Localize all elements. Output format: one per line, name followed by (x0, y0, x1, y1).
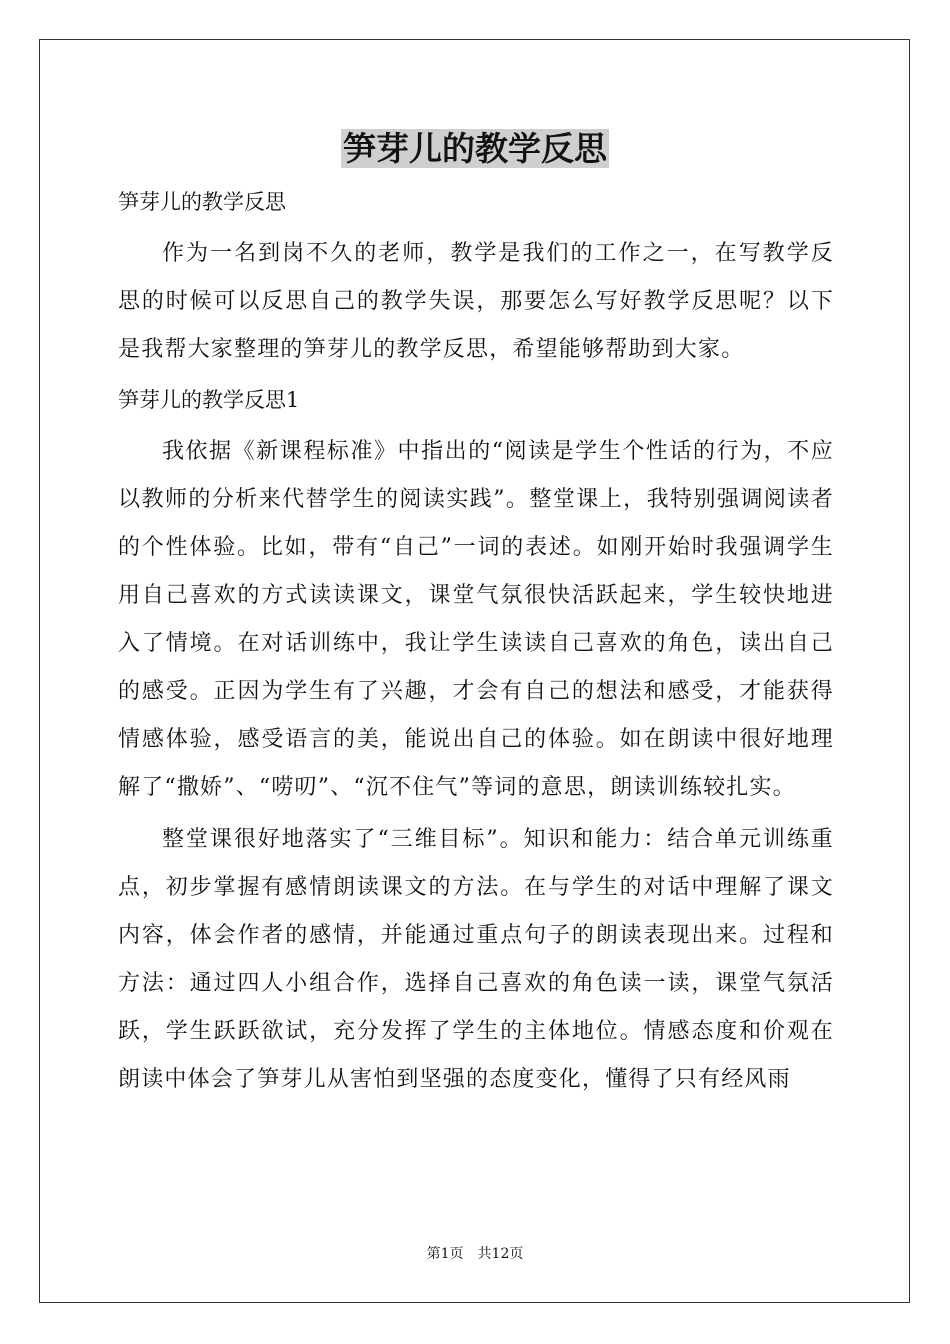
document-subtitle: 笋芽儿的教学反思 (118, 190, 286, 214)
intro-paragraph: 作为一名到岗不久的老师，教学是我们的工作之一，在写教学反思的时候可以反思自己的教学失误，那要怎么写好教学反思呢？以下是我帮大家整理的笋芽儿的教学反思，希望能够帮助到大家。 (118, 241, 834, 362)
section-heading: 笋芽儿的教学反思1 (118, 388, 300, 412)
page-number: 第1页 (426, 1246, 464, 1262)
document-title-text: 笋芽儿的教学反思 (343, 129, 607, 168)
document-title (0, 126, 950, 172)
document-body (118, 178, 834, 1104)
body-paragraph: 我依据《新课程标准》中指出的“阅读是学生个性话的行为，不应以教师的分析来代替学生的阅读实践”。整堂课上，我特别强调阅读者的个性体验。比如，带有“自己”一词的表述。如刚开始时我强调学生用自己喜欢的方式读读课文，课堂气氛很快活跃起来，学生较快地进入了情境。在对话训练中，我让学生读读自己喜欢的角色，读出自己的感受。正因为学生有了兴趣，才会有自己的想法和感受，才能获得情感体验，感受语言的美，能说出自己的体验。如在朗读中很好地理解了“撒娇”、“唠叨”、“沉不住气”等词的意思，朗读训练较扎实。 (118, 439, 834, 800)
page-footer (0, 1244, 950, 1264)
body-paragraph: 整堂课很好地落实了“三维目标”。知识和能力：结合单元训练重点，初步掌握有感情朗读课文的方法。在与学生的对话中理解了课文内容，体会作者的感情，并能通过重点句子的朗读表现出来。过程和方法：通过四人小组合作，选择自己喜欢的角色读一读，课堂气氛活跃，学生跃跃欲试，充分发挥了学生的主体地位。情感态度和价观在朗读中体会了笋芽儿从害怕到坚强的态度变化，懂得了只有经风雨 (118, 827, 834, 1092)
page-total: 共12页 (477, 1246, 524, 1262)
